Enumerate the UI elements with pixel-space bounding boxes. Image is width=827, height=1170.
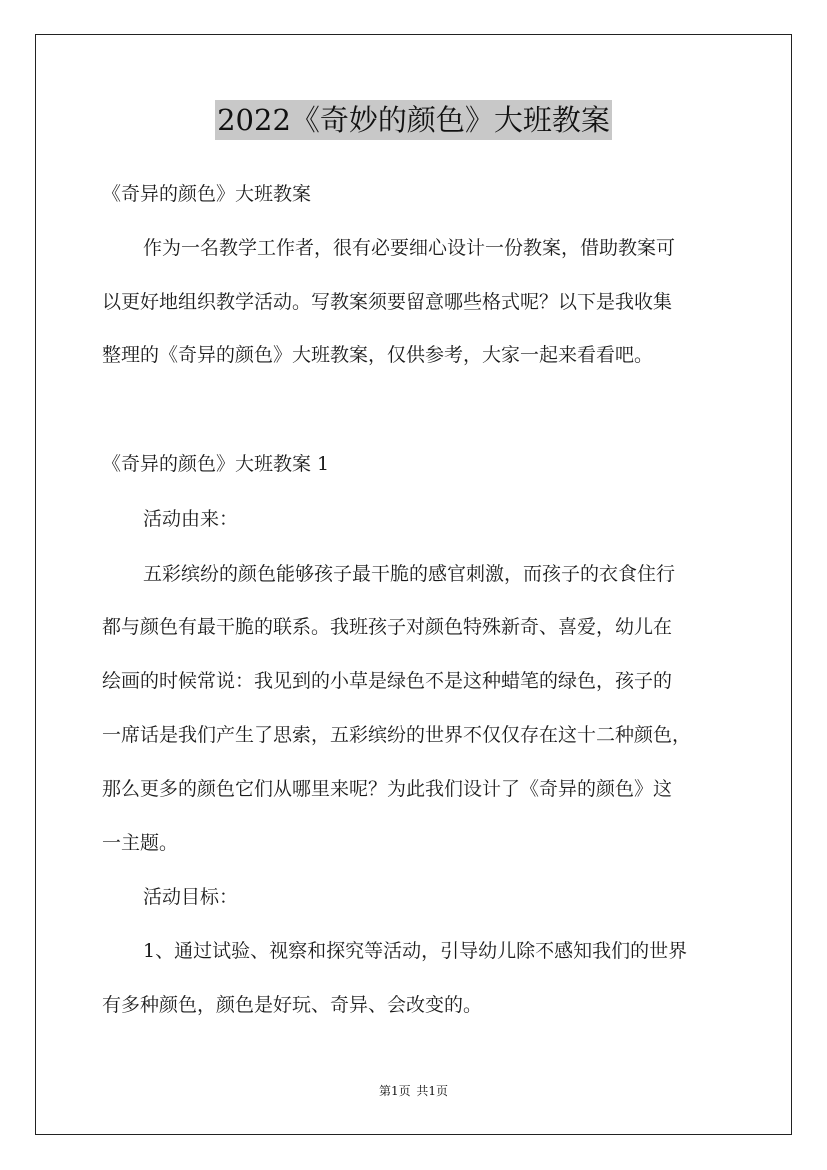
goal-line-1: 1、通过试验、视察和探究等活动，引导幼儿除不感知我们的世界 [143, 940, 688, 962]
section-heading: 《奇异的颜色》大班教案 1 [102, 453, 330, 475]
activity-origin-label: 活动由来： [143, 508, 239, 530]
origin-line-4: 一席话是我们产生了思索，五彩缤纷的世界不仅仅存在这十二种颜色， [102, 724, 692, 746]
page-footer: 第1页 共1页 [378, 1084, 449, 1098]
activity-goal-label: 活动目标： [143, 886, 239, 908]
origin-line-1: 五彩缤纷的颜色能够孩子最干脆的感官刺激，而孩子的衣食住行 [143, 563, 676, 585]
document-title: 2022《奇妙的颜色》大班教案 [215, 100, 612, 140]
intro-line-3: 整理的《奇异的颜色》大班教案，仅供参考，大家一起来看看吧。 [102, 344, 654, 366]
goal-line-2: 有多种颜色，颜色是好玩、奇异、会改变的。 [102, 994, 483, 1016]
intro-line-1: 作为一名教学工作者，很有必要细心设计一份教案，借助教案可 [143, 237, 676, 259]
origin-line-5: 那么更多的颜色它们从哪里来呢？为此我们设计了《奇异的颜色》这 [102, 778, 673, 800]
origin-line-3: 绘画的时候常说：我见到的小草是绿色不是这种蜡笔的绿色，孩子的 [102, 670, 673, 692]
document-subtitle: 《奇异的颜色》大班教案 [102, 183, 312, 205]
title-container [0, 100, 827, 140]
intro-line-2: 以更好地组织教学活动。写教案须要留意哪些格式呢？以下是我收集 [102, 291, 673, 313]
origin-line-6: 一主题。 [102, 832, 179, 854]
origin-line-2: 都与颜色有最干脆的联系。我班孩子对颜色特殊新奇、喜爱，幼儿在 [102, 616, 673, 638]
